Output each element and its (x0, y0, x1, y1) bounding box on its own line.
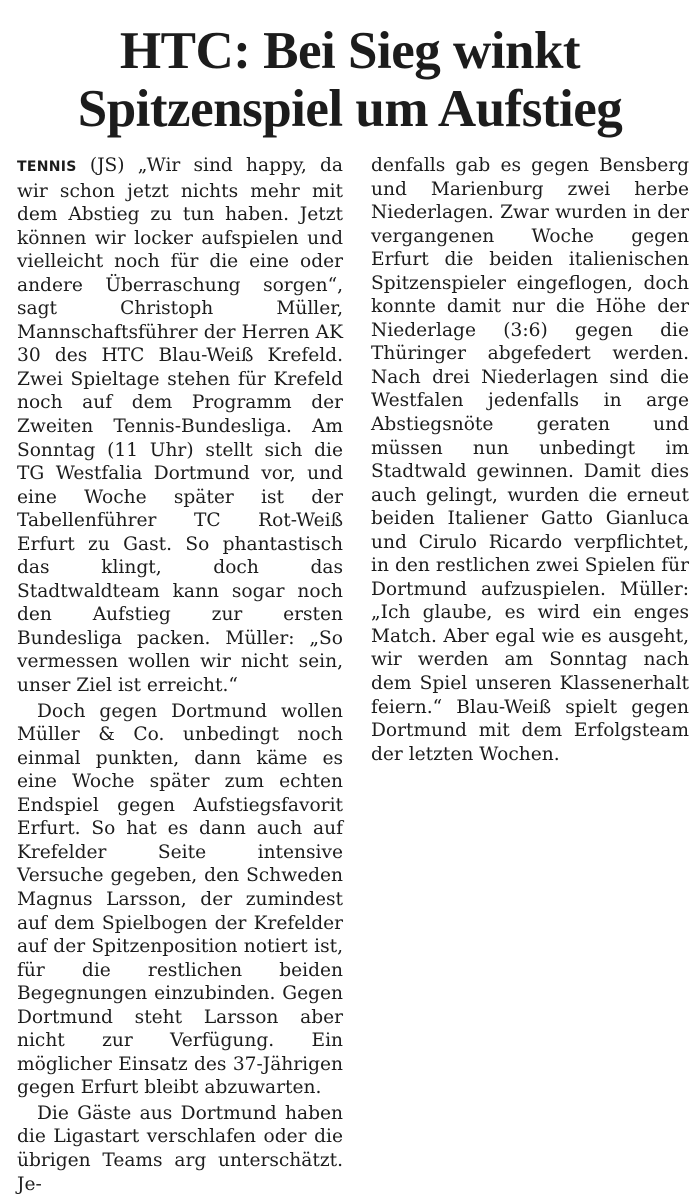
article-paragraph (17, 154, 343, 698)
headline-line-1: HTC: Bei Sieg winkt (119, 22, 581, 80)
article-column-left (17, 154, 343, 1196)
article-paragraph: denfalls gab es gegen Bensberg und Marienburg zwei herbe Niederlagen. Zwar wurden in der vergangenen Woche gegen Erfurt die beiden italienischen Spitzenspieler eingeflogen, doch konnte damit nur die Höhe der Niederlage (3:6) gegen die Thüringer abgefedert werden. Nach drei Niederlagen sind die Westfalen jedenfalls in arge Abstiegsnöte geraten und müssen nun unbedingt im Stadtwald gewinnen. Damit dies auch gelingt, wurden die erneut beiden Italiener Gatto Gianluca und Cirulo Ricardo verpflichtet, in den restlichen zwei Spielen für Dortmund aufzuspielen. Müller: „Ich glaube, es wird ein enges Match. Aber egal wie es ausgeht, wir werden am Sonntag nach dem Spiel unseren Klassenerhalt feiern.“ Blau-Weiß spielt gegen Dortmund mit dem Erfolgsteam der letzten Wochen. (371, 155, 689, 765)
headline (0, 22, 700, 138)
article-paragraph: Die Gäste aus Dortmund haben die Ligastart verschlafen oder die übrigen Teams arg unterschätzt. Je- (17, 1102, 343, 1195)
article-paragraph: Doch gegen Dortmund wollen Müller & Co. unbedingt noch einmal punkten, dann käme es eine Woche später zum echten Endspiel gegen Aufstiegsfavorit Erfurt. So hat es dann auch auf Krefelder Seite intensive Versuche gegeben, den Schweden Magnus Larsson, der zumindest auf dem Spielbogen der Krefelder auf der Spitzenposition notiert ist, für die restlichen beiden Begegnungen einzubinden. Gegen Dortmund steht Larsson aber nicht zur Verfügung. Ein möglicher Einsatz des 37-Jährigen gegen Erfurt bleibt abzuwarten. (17, 700, 343, 1099)
byline: (JS) (76, 155, 138, 176)
headline-line-2: Spitzenspiel um Aufstieg (77, 80, 623, 138)
paragraph-text: „Wir sind happy, da wir schon jetzt nichts mehr mit dem Abstieg zu tun haben. Jetzt können wir locker aufspielen und vielleicht noch für die eine oder andere Überraschung sorgen“, sagt Christoph Müller, Mannschaftsführer der Herren AK 30 des HTC Blau-Weiß Krefeld. Zwei Spieltage stehen für Krefeld noch auf dem Programm der Zweiten Tennis-Bundesliga. Am Sonntag (11 Uhr) stellt sich die TG Westfalia Dortmund vor, und eine Woche später ist der Tabellenführer TC Rot-Weiß Erfurt zu Gast. So phantastisch das klingt, doch das Stadtwaldteam kann sogar noch den Aufstieg zur ersten Bundesliga packen. Müller: „So vermessen wollen wir nicht sein, unser Ziel ist erreicht.“ (17, 155, 343, 697)
article-column-right (371, 154, 689, 766)
topic-label: TENNIS (17, 159, 77, 175)
